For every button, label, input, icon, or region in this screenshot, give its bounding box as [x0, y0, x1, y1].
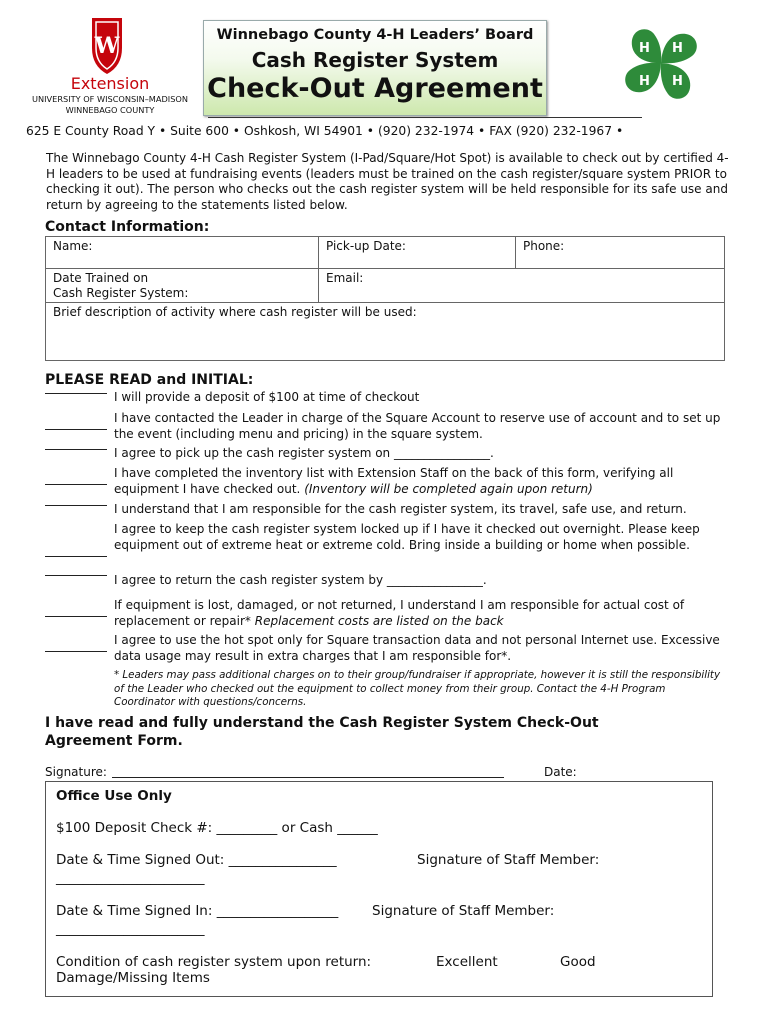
description-label: Brief description of activity where cash register will be used:	[53, 305, 417, 319]
statement-2: I have contacted the Leader in charge of the Square Account to reserve use of account and to set up the event (including menu and pricing) in the square system.	[114, 411, 721, 441]
read-initial-title: PLEASE READ and INITIAL:	[45, 372, 254, 388]
acknowledgement-statement: I have read and fully understand the Cash Register System Check-Out Agreement Form.	[45, 715, 599, 749]
extension-text: Extension	[70, 74, 150, 93]
phone-cell[interactable]	[516, 237, 725, 269]
statement-8-note: Replacement costs are listed on the back	[254, 613, 504, 628]
condition-excellent[interactable]: Excellent	[436, 954, 498, 970]
statement-3: I agree to pick up the cash register system on ________________.	[114, 446, 494, 460]
staff-signature-label-1: Signature of Staff Member:	[417, 852, 600, 868]
address-line: 625 E County Road Y • Suite 600 • Oshkosh, WI 54901 • (920) 232-1974 • FAX (920) 232-1967 •	[26, 124, 624, 138]
phone-label: Phone:	[523, 239, 565, 253]
svg-text:H: H	[639, 74, 650, 89]
county-line: WINNEBAGO COUNTY	[65, 105, 155, 115]
statement-6: I agree to keep the cash register system locked up if I have it checked out overnight. Please keep equipment out of extreme heat or extreme cold. Bring inside a building or home when possible.	[114, 522, 700, 552]
initial-line-2[interactable]	[45, 429, 107, 430]
header-banner	[203, 20, 547, 116]
pickup-cell[interactable]	[319, 237, 516, 269]
svg-text:H: H	[672, 41, 683, 56]
initial-line-8[interactable]	[45, 616, 107, 617]
initial-line-5[interactable]	[45, 505, 107, 506]
date-trained-cell[interactable]	[46, 269, 319, 303]
staff-signature-label-2: Signature of Staff Member:	[372, 903, 555, 919]
initial-line-7[interactable]	[45, 575, 107, 576]
intro-paragraph: The Winnebago County 4-H Cash Register System (I-Pad/Square/Hot Spot) is available to check out by certified 4-H leaders to be used at fundraising events (leaders must be trained on the cash register/square system PRIOR to checking it out). The person who checks out the cash register system will be held responsible for its safe use and return by agreeing to the statements listed below.	[46, 151, 729, 212]
svg-text:H: H	[672, 74, 683, 89]
statement-4-text: I have completed the inventory list with Extension Staff on the back of this form, verifying all equipment I have checked out.	[114, 466, 674, 496]
deposit-line[interactable]: $100 Deposit Check #: _________ or Cash ______	[56, 820, 378, 836]
signature-label: Signature:	[45, 765, 107, 779]
signature-line[interactable]	[112, 777, 504, 778]
signed-out-line[interactable]: Date & Time Signed Out: ________________	[56, 852, 337, 868]
date-trained-label-2: Cash Register System:	[53, 285, 189, 300]
staff-signature-line-2[interactable]: ______________________	[56, 921, 205, 937]
contact-title: Contact Information:	[45, 219, 210, 235]
office-use-box	[45, 781, 713, 997]
condition-damage[interactable]: Damage/Missing Items	[56, 970, 210, 986]
statement-4	[114, 466, 729, 497]
condition-good[interactable]: Good	[560, 954, 596, 970]
email-label: Email:	[326, 271, 364, 285]
statement-9: I agree to use the hot spot only for Square transaction data and not personal Internet use. Excessive data usage may result in extra charges that I am responsible for*.	[114, 633, 720, 663]
extension-logo	[26, 14, 194, 118]
staff-signature-line-1[interactable]: ______________________	[56, 870, 205, 886]
initial-line-3[interactable]	[45, 449, 107, 450]
svg-text:H: H	[639, 41, 650, 56]
statement-8-text: If equipment is lost, damaged, or not returned, I understand I am responsible for actual cost of replacement or repair*	[114, 598, 685, 628]
board-title: Winnebago County 4-H Leaders’ Board	[216, 27, 534, 43]
statement-5: I understand that I am responsible for the cash register system, its travel, safe use, and return.	[114, 502, 687, 516]
pickup-label: Pick-up Date:	[326, 239, 406, 253]
condition-label: Condition of cash register system upon return:	[56, 954, 372, 970]
office-title: Office Use Only	[56, 788, 172, 804]
date-trained-label-1: Date Trained on	[53, 271, 149, 285]
statement-4-note: (Inventory will be completed again upon return)	[304, 481, 593, 496]
system-title: Cash Register System	[251, 48, 499, 72]
email-cell[interactable]	[319, 269, 725, 303]
statement-7: I agree to return the cash register system by ________________.	[114, 573, 487, 587]
header-rule	[208, 117, 642, 118]
signed-in-line[interactable]: Date & Time Signed In: __________________	[56, 903, 339, 919]
leaders-note: * Leaders may pass additional charges on to their group/fundraiser if appropriate, however it is still the responsibility of the Leader who checked out the equipment to collect money from their group. Contact the 4-H Program Coordinator with questions/concerns.	[114, 669, 721, 708]
date-label: Date:	[544, 765, 577, 779]
initial-line-6[interactable]	[45, 556, 107, 557]
initial-line-4[interactable]	[45, 484, 107, 485]
statement-8	[114, 598, 729, 629]
shield-letter: W	[94, 33, 120, 59]
statement-1: I will provide a deposit of $100 at time of checkout	[114, 390, 420, 404]
university-line: UNIVERSITY OF WISCONSIN–MADISON	[32, 94, 188, 104]
contact-table	[45, 236, 725, 361]
name-label: Name:	[53, 239, 93, 253]
initial-line-9[interactable]	[45, 651, 107, 652]
initial-line-1[interactable]	[45, 393, 107, 394]
name-cell[interactable]	[46, 237, 319, 269]
description-cell[interactable]	[46, 303, 725, 361]
4h-clover-icon	[622, 24, 700, 104]
agreement-title: Check-Out Agreement	[207, 73, 543, 104]
